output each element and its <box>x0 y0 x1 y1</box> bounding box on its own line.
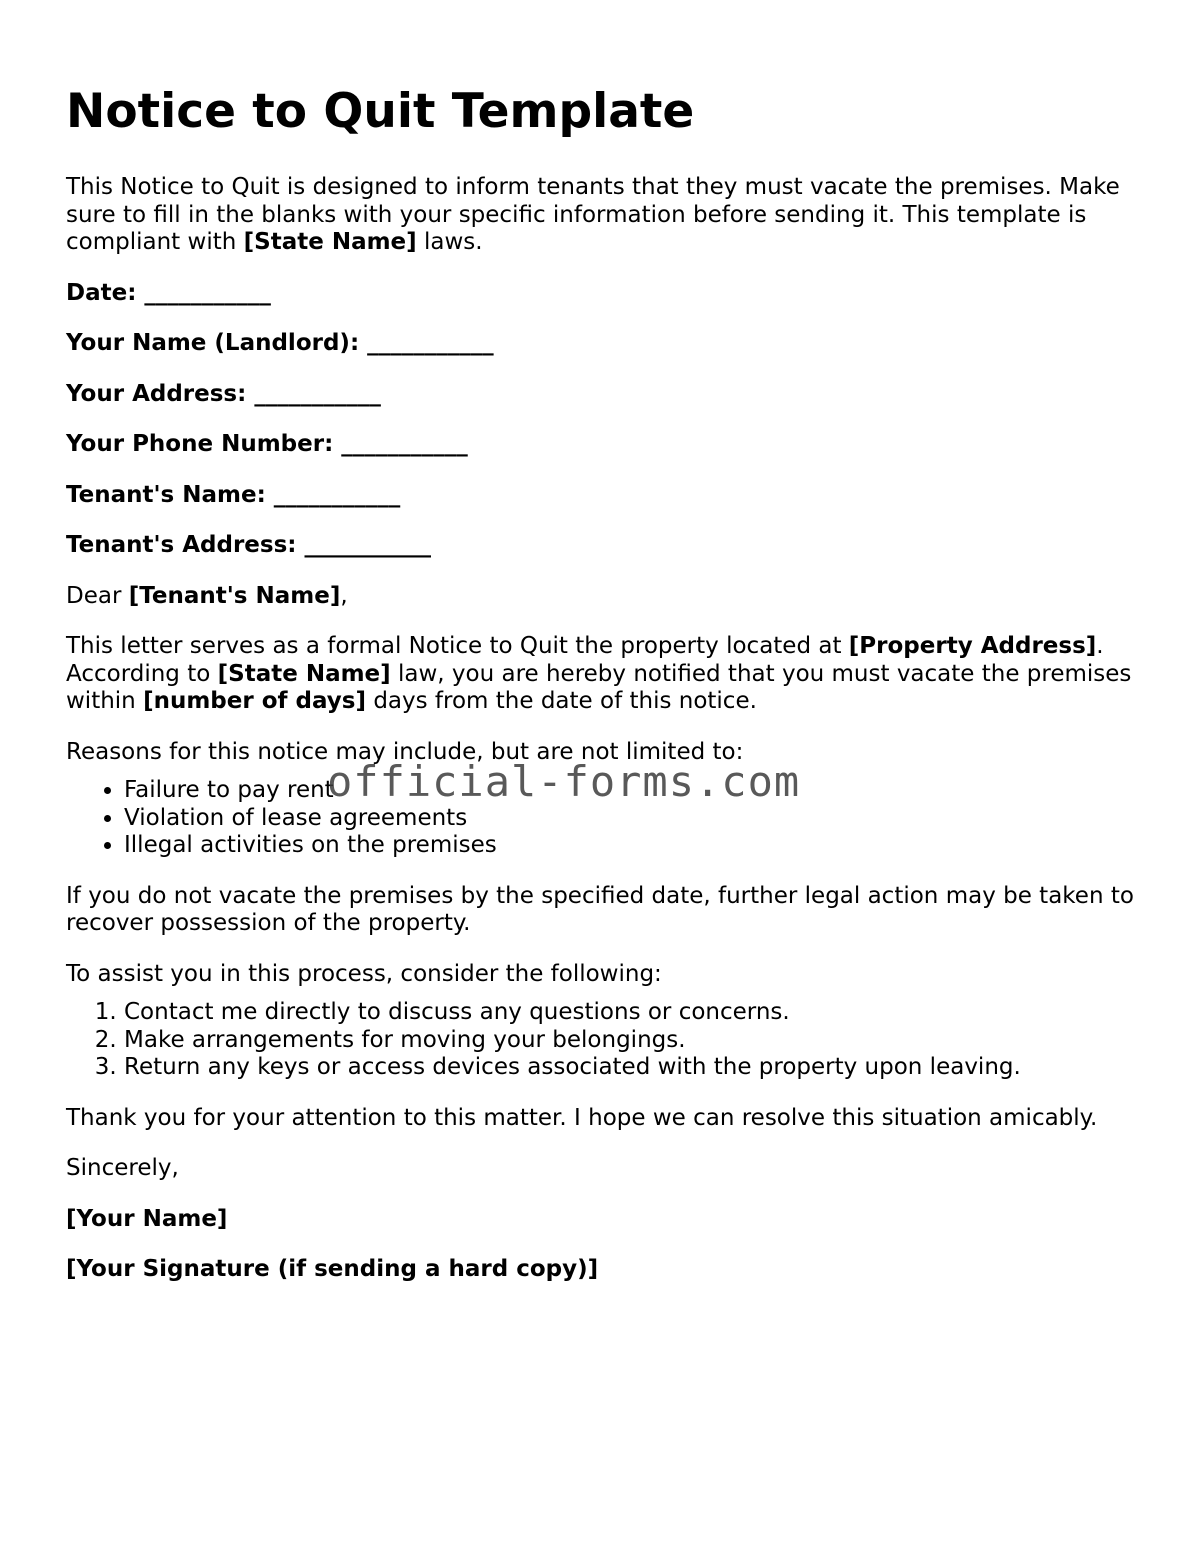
assist-intro: To assist you in this process, consider the following: <box>66 960 662 987</box>
field-label: Your Name (Landlord): <box>66 330 360 356</box>
number-of-days-placeholder: [number of days] <box>143 688 367 714</box>
notice-text: days from the date of this notice. <box>366 688 757 714</box>
field-blank: ___________ <box>144 279 271 306</box>
field-label: Your Phone Number: <box>66 431 334 457</box>
document-page <box>66 0 1136 1284</box>
field-label: Tenant's Address: <box>66 532 297 558</box>
field-label: Tenant's Name: <box>66 481 266 508</box>
field-label: Your Address: <box>66 380 247 407</box>
intro-paragraph <box>66 174 1136 257</box>
your-signature-placeholder <box>66 1256 1136 1284</box>
signoff: Sincerely, <box>66 1155 179 1181</box>
your-name-text: [Your Name] <box>66 1205 228 1232</box>
watermark: official-forms.com <box>327 757 801 806</box>
list-item: • Failure to pay rent <box>124 777 1136 805</box>
state-name-placeholder: [State Name] <box>217 660 391 687</box>
list-item: • Illegal activities on the premises <box>124 832 1136 860</box>
legal-action-paragraph: If you do not vacate the premises by the specified date, further legal action may be taken to recover possession of the property. <box>66 882 1134 936</box>
field-tenant-address <box>66 532 1136 560</box>
salutation <box>66 583 1136 611</box>
salutation-prefix: Dear <box>66 582 129 609</box>
steps-list <box>66 999 1136 1082</box>
intro-text-end: laws. <box>416 229 483 255</box>
your-name-placeholder <box>66 1206 1136 1234</box>
field-blank: ___________ <box>304 532 431 558</box>
field-blank: ___________ <box>273 481 401 508</box>
notice-paragraph <box>66 633 1136 716</box>
salutation-suffix: , <box>340 582 348 609</box>
list-item: 2. Make arrangements for moving your belongings. <box>124 1027 1136 1055</box>
page-title: Notice to Quit Template <box>66 84 695 139</box>
reasons-list <box>66 777 1136 860</box>
field-date <box>66 280 1136 308</box>
intro-text: This Notice to Quit is designed to inform tenants that they must vacate the premises. Make sure to fill in the blanks with your specific information before sending it. This template is compliant with <box>66 174 1120 255</box>
reasons-intro: Reasons for this notice may include, but are not limited to: <box>66 738 744 765</box>
salutation-tenant-placeholder: [Tenant's Name] <box>128 582 341 609</box>
field-tenant-name <box>66 482 1136 510</box>
list-item: 1. Contact me directly to discuss any questions or concerns. <box>124 999 1136 1027</box>
closing-paragraph: Thank you for your attention to this matter. I hope we can resolve this situation amicably. <box>66 1104 1098 1131</box>
your-signature-text: [Your Signature (if sending a hard copy)] <box>66 1256 599 1282</box>
field-blank: ___________ <box>367 330 494 356</box>
field-blank: ___________ <box>254 380 381 407</box>
property-address-placeholder: [Property Address] <box>848 633 1097 659</box>
list-item: • Violation of lease agreements <box>124 805 1136 833</box>
notice-text: This letter serves as a formal Notice to Quit the property located at <box>66 633 849 659</box>
intro-state-placeholder: [State Name] <box>243 229 417 255</box>
field-landlord-phone <box>66 431 1136 459</box>
field-landlord-address <box>66 381 1136 409</box>
field-landlord-name <box>66 330 1136 358</box>
field-label: Date: <box>66 279 137 306</box>
field-blank: ___________ <box>341 431 468 457</box>
notice-text: . According to <box>66 633 1104 687</box>
notice-text: law, you are hereby notified that you must vacate the premises within <box>66 660 1132 714</box>
list-item: 3. Return any keys or access devices associated with the property upon leaving. <box>124 1054 1136 1082</box>
